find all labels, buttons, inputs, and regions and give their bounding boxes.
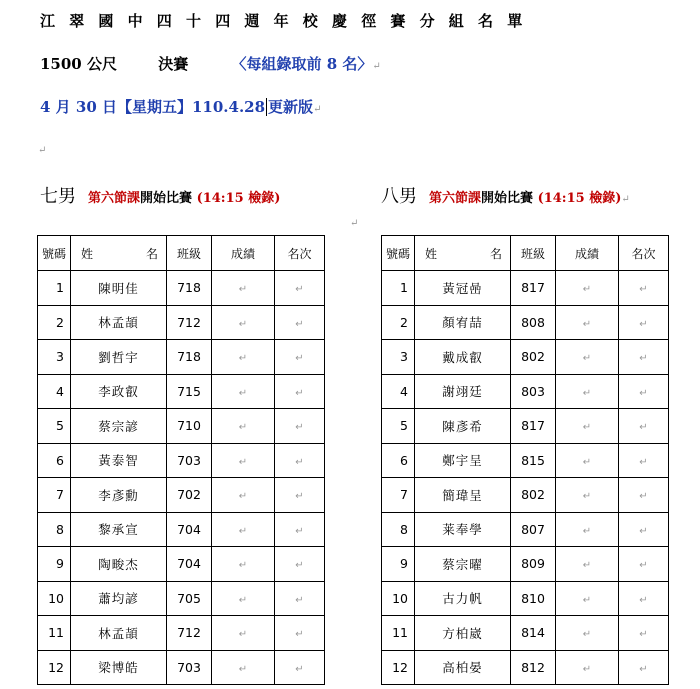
rank-cell (619, 650, 669, 685)
athlete-name: 李彥勳 (71, 478, 167, 513)
result-cell (212, 443, 275, 478)
cell-end-mark-icon: ↵ (238, 456, 248, 468)
cell-end-mark-icon: ↵ (639, 422, 648, 434)
row-number: 10 (38, 581, 71, 616)
cell-end-mark-icon: ↵ (238, 422, 248, 434)
class-code: 712 (167, 305, 212, 340)
rank-cell (619, 374, 669, 409)
class-code: 812 (511, 650, 556, 685)
cell-end-mark-icon: ↵ (295, 594, 304, 606)
rank-cell (275, 581, 325, 616)
class-code: 705 (167, 581, 212, 616)
header-rank: 名次 (275, 236, 325, 271)
athlete-name: 林孟頡 (71, 616, 167, 651)
rank-cell (275, 340, 325, 375)
result-cell (556, 581, 619, 616)
row-number: 9 (38, 547, 71, 582)
cell-end-mark-icon: ↵ (238, 353, 248, 365)
row-number: 8 (38, 512, 71, 547)
result-cell (212, 409, 275, 444)
cell-end-mark-icon: ↵ (639, 525, 648, 537)
cell-end-mark-icon: ↵ (295, 456, 304, 468)
group-checkin: (14:15 檢錄) (196, 191, 281, 206)
athlete-name: 黃冠喦 (415, 271, 511, 306)
row-number: 6 (382, 443, 415, 478)
rank-cell (619, 547, 669, 582)
paragraph-mark-icon: ↵ (621, 194, 630, 205)
result-cell (212, 547, 275, 582)
row-number: 4 (382, 374, 415, 409)
cell-end-mark-icon: ↵ (582, 560, 592, 572)
result-cell (212, 271, 275, 306)
table-row (38, 650, 325, 685)
rank-cell (619, 512, 669, 547)
row-number: 12 (382, 650, 415, 685)
header-class: 班級 (511, 236, 556, 271)
cell-end-mark-icon: ↵ (639, 491, 648, 503)
row-number: 10 (382, 581, 415, 616)
athlete-name: 方柏崴 (415, 616, 511, 651)
cell-end-mark-icon: ↵ (295, 663, 304, 675)
class-code: 718 (167, 271, 212, 306)
table-row (382, 650, 669, 685)
cell-end-mark-icon: ↵ (295, 387, 304, 399)
cell-end-mark-icon: ↵ (582, 629, 592, 641)
version-label: 更新版 (268, 98, 314, 116)
athlete-name: 梁博皓 (71, 650, 167, 685)
athlete-name: 古力帆 (415, 581, 511, 616)
row-number: 1 (38, 271, 71, 306)
athlete-name: 戴成叡 (415, 340, 511, 375)
result-cell (556, 305, 619, 340)
result-cell (556, 340, 619, 375)
row-number: 5 (382, 409, 415, 444)
rank-cell (275, 443, 325, 478)
rank-cell (275, 547, 325, 582)
cell-end-mark-icon: ↵ (238, 594, 248, 606)
class-code: 817 (511, 271, 556, 306)
cell-end-mark-icon: ↵ (639, 353, 648, 365)
class-code: 817 (511, 409, 556, 444)
table-row (38, 340, 325, 375)
table-row (38, 616, 325, 651)
cell-end-mark-icon: ↵ (582, 387, 592, 399)
paragraph-mark-icon: ↵ (372, 61, 381, 72)
row-number: 4 (38, 374, 71, 409)
row-number: 6 (38, 443, 71, 478)
athlete-name: 陶畯杰 (71, 547, 167, 582)
result-cell (212, 305, 275, 340)
cell-end-mark-icon: ↵ (238, 318, 248, 330)
rank-cell (275, 650, 325, 685)
header-name: 姓 名 (415, 236, 511, 271)
row-number: 12 (38, 650, 71, 685)
table-row (382, 547, 669, 582)
paragraph-mark-icon: ↵ (313, 104, 322, 115)
athlete-name: 蕭均諺 (71, 581, 167, 616)
roster-table-grade8 (381, 235, 669, 685)
cell-end-mark-icon: ↵ (639, 663, 648, 675)
header-num: 號碼 (382, 236, 415, 271)
result-cell (556, 650, 619, 685)
cell-end-mark-icon: ↵ (582, 456, 592, 468)
group-start: 開始比賽 (481, 191, 534, 206)
athlete-name: 簡瑋呈 (415, 478, 511, 513)
event-note: 〈每組錄取前 8 名〉 (231, 55, 373, 73)
result-cell (556, 409, 619, 444)
class-code: 809 (511, 547, 556, 582)
group-period: 第六節課 (88, 191, 141, 206)
header-name: 姓 名 (71, 236, 167, 271)
table-row (38, 512, 325, 547)
class-code: 815 (511, 443, 556, 478)
cell-end-mark-icon: ↵ (238, 491, 248, 503)
cell-end-mark-icon: ↵ (582, 318, 592, 330)
class-code: 703 (167, 650, 212, 685)
result-cell (556, 478, 619, 513)
event-distance: 1500 公尺 (40, 55, 117, 73)
header-num: 號碼 (38, 236, 71, 271)
result-cell (556, 616, 619, 651)
event-date: 4 月 30 日【星期五】110.4.28 (40, 98, 266, 116)
athlete-name: 謝翊廷 (415, 374, 511, 409)
class-code: 710 (167, 409, 212, 444)
table-row (382, 374, 669, 409)
group-checkin: (14:15 檢錄) (537, 191, 622, 206)
header-class: 班級 (167, 236, 212, 271)
date-line (40, 96, 321, 117)
class-code: 704 (167, 512, 212, 547)
class-code: 702 (167, 478, 212, 513)
rank-cell (275, 305, 325, 340)
group-heading-7 (40, 182, 280, 208)
cell-end-mark-icon: ↵ (295, 353, 304, 365)
class-code: 802 (511, 340, 556, 375)
cell-end-mark-icon: ↵ (639, 284, 648, 296)
athlete-name: 黎承宣 (71, 512, 167, 547)
athlete-name: 林孟頡 (71, 305, 167, 340)
group-period: 第六節課 (429, 191, 482, 206)
class-code: 803 (511, 374, 556, 409)
result-cell (556, 547, 619, 582)
class-code: 718 (167, 340, 212, 375)
row-number: 1 (382, 271, 415, 306)
class-code: 703 (167, 443, 212, 478)
row-number: 7 (38, 478, 71, 513)
header-result: 成績 (212, 236, 275, 271)
rank-cell (619, 478, 669, 513)
table-row (382, 616, 669, 651)
athlete-name: 高柏晏 (415, 650, 511, 685)
cell-end-mark-icon: ↵ (639, 594, 648, 606)
rank-cell (619, 305, 669, 340)
row-number: 5 (38, 409, 71, 444)
roster-table-grade7 (37, 235, 325, 685)
header-result: 成績 (556, 236, 619, 271)
cell-end-mark-icon: ↵ (639, 318, 648, 330)
group-label: 八男 (381, 186, 417, 207)
cell-end-mark-icon: ↵ (582, 422, 592, 434)
paragraph-mark-icon: ↵ (350, 218, 359, 229)
result-cell (212, 581, 275, 616)
row-number: 2 (382, 305, 415, 340)
cell-end-mark-icon: ↵ (582, 525, 592, 537)
cell-end-mark-icon: ↵ (639, 629, 648, 641)
row-number: 2 (38, 305, 71, 340)
cell-end-mark-icon: ↵ (582, 594, 592, 606)
cell-end-mark-icon: ↵ (238, 387, 248, 399)
rank-cell (275, 512, 325, 547)
athlete-name: 莱奉學 (415, 512, 511, 547)
group-heading-8 (381, 182, 630, 208)
table-row (382, 271, 669, 306)
cell-end-mark-icon: ↵ (295, 560, 304, 572)
cell-end-mark-icon: ↵ (238, 663, 248, 675)
rank-cell (619, 616, 669, 651)
rank-cell (275, 478, 325, 513)
cell-end-mark-icon: ↵ (639, 560, 648, 572)
rank-cell (275, 616, 325, 651)
result-cell (556, 512, 619, 547)
rank-cell (619, 581, 669, 616)
class-code: 814 (511, 616, 556, 651)
result-cell (556, 374, 619, 409)
athlete-name: 陳明佳 (71, 271, 167, 306)
row-number: 8 (382, 512, 415, 547)
athlete-name: 黃泰智 (71, 443, 167, 478)
cell-end-mark-icon: ↵ (582, 491, 592, 503)
result-cell (556, 271, 619, 306)
table-row (382, 340, 669, 375)
cell-end-mark-icon: ↵ (639, 456, 648, 468)
table-row (38, 478, 325, 513)
document-title: 江翠國中四十四週年校慶徑賽分組名單 (40, 12, 537, 30)
cell-end-mark-icon: ↵ (238, 560, 248, 572)
athlete-name: 陳彥希 (415, 409, 511, 444)
result-cell (212, 374, 275, 409)
group-start: 開始比賽 (140, 191, 193, 206)
result-cell (212, 340, 275, 375)
athlete-name: 蔡宗諺 (71, 409, 167, 444)
athlete-name: 蔡宗曜 (415, 547, 511, 582)
result-cell (212, 478, 275, 513)
cell-end-mark-icon: ↵ (295, 491, 304, 503)
athlete-name: 鄭宇呈 (415, 443, 511, 478)
table-row (38, 547, 325, 582)
row-number: 11 (38, 616, 71, 651)
cell-end-mark-icon: ↵ (295, 318, 304, 330)
row-number: 3 (382, 340, 415, 375)
table-row (38, 443, 325, 478)
table-row (38, 305, 325, 340)
rank-cell (619, 443, 669, 478)
rank-cell (275, 374, 325, 409)
class-code: 704 (167, 547, 212, 582)
class-code: 807 (511, 512, 556, 547)
cell-end-mark-icon: ↵ (295, 284, 304, 296)
cell-end-mark-icon: ↵ (238, 284, 248, 296)
cell-end-mark-icon: ↵ (238, 629, 248, 641)
athlete-name: 李政叡 (71, 374, 167, 409)
table-row (38, 271, 325, 306)
cell-end-mark-icon: ↵ (582, 284, 592, 296)
cell-end-mark-icon: ↵ (582, 663, 592, 675)
header-rank: 名次 (619, 236, 669, 271)
table-row (382, 305, 669, 340)
athlete-name: 顏宥喆 (415, 305, 511, 340)
cell-end-mark-icon: ↵ (295, 525, 304, 537)
class-code: 715 (167, 374, 212, 409)
table-row (382, 512, 669, 547)
table-row (38, 374, 325, 409)
row-number: 3 (38, 340, 71, 375)
group-label: 七男 (40, 186, 76, 207)
rank-cell (619, 271, 669, 306)
cell-end-mark-icon: ↵ (582, 353, 592, 365)
event-round: 決賽 (158, 55, 189, 73)
rank-cell (619, 409, 669, 444)
rank-cell (619, 340, 669, 375)
event-line (40, 53, 381, 74)
row-number: 11 (382, 616, 415, 651)
row-number: 9 (382, 547, 415, 582)
table-row (382, 409, 669, 444)
table-row (382, 478, 669, 513)
cell-end-mark-icon: ↵ (295, 422, 304, 434)
result-cell (556, 443, 619, 478)
class-code: 712 (167, 616, 212, 651)
cell-end-mark-icon: ↵ (639, 387, 648, 399)
table-row (382, 443, 669, 478)
rank-cell (275, 409, 325, 444)
table-row (38, 409, 325, 444)
class-code: 810 (511, 581, 556, 616)
result-cell (212, 650, 275, 685)
class-code: 808 (511, 305, 556, 340)
table-row (382, 581, 669, 616)
cell-end-mark-icon: ↵ (295, 629, 304, 641)
result-cell (212, 616, 275, 651)
paragraph-mark-icon: ↵ (38, 145, 47, 156)
athlete-name: 劉哲宇 (71, 340, 167, 375)
class-code: 802 (511, 478, 556, 513)
cell-end-mark-icon: ↵ (238, 525, 248, 537)
rank-cell (275, 271, 325, 306)
row-number: 7 (382, 478, 415, 513)
table-row (38, 581, 325, 616)
result-cell (212, 512, 275, 547)
